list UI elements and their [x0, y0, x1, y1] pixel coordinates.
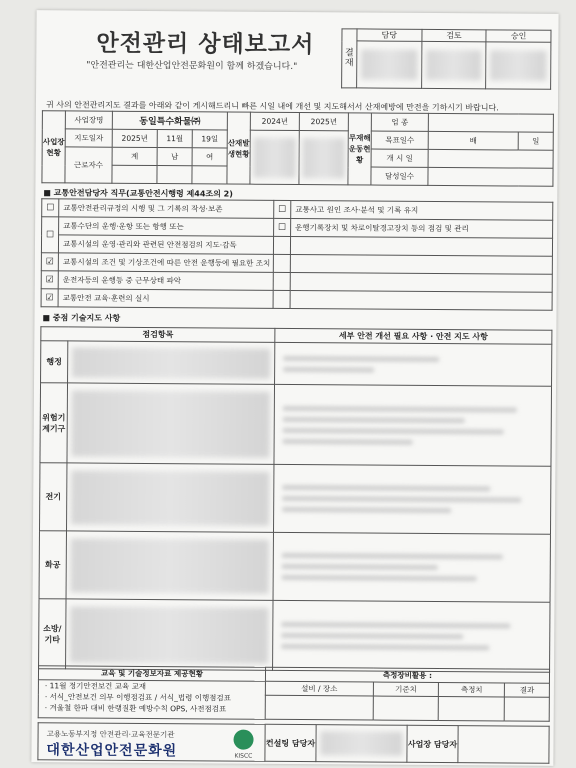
- equipment-cell: [504, 697, 549, 721]
- tech-col-details: 세부 안전 개선 필요 사항 · 안전 지도 사항: [275, 328, 552, 344]
- duty-checkbox[interactable]: ☑: [41, 253, 58, 271]
- target-days-suffix: 배: [428, 131, 518, 150]
- approval-sign-approve: [486, 42, 551, 89]
- tech-guidance-table: [38, 326, 552, 673]
- start-date-label: 개 시 일: [371, 149, 428, 167]
- org-name: 대한산업안전문화원: [46, 742, 178, 760]
- duty-item: 교통시설의 운영·관리와 관련된 안전점검의 지도·감독: [58, 235, 273, 255]
- equipment-col-result: 결과: [505, 683, 550, 697]
- kiscc-logo-icon: [232, 729, 254, 751]
- workers-female-label: 여: [192, 148, 227, 166]
- equipment-col-standard: 기준치: [373, 682, 439, 696]
- edu-material-item: · 11월 정기안전보건 교육 교재: [44, 681, 147, 691]
- approval-table: [341, 28, 551, 89]
- visit-year: 2025년: [112, 129, 157, 147]
- approval-side-label: 결재: [342, 29, 357, 88]
- duty-checkbox-empty: [273, 254, 290, 272]
- duty-item: 운행기록장치 및 차로이탈경고장치 등의 점검 및 관리: [291, 218, 553, 238]
- duty-item: 교통안전관리규정의 시행 및 그 기록의 작성·보존: [59, 199, 274, 219]
- notice-text: 귀 사의 안전관리지도 결과를 아래와 같이 게시해드리니 빠른 시일 내에 개선 및 지도해서서 산재예방에 만전을 기하시기 바랍니다.: [45, 100, 499, 113]
- visit-date-label: 지도일자: [65, 129, 112, 147]
- duties-table: [41, 198, 554, 311]
- duty-checkbox-empty: [273, 272, 290, 290]
- equipment-cell: [439, 697, 505, 721]
- duties-section-title: ■ 교통안전담당자 직무(교통안전시행령 제44조의 2): [43, 188, 233, 199]
- workers-label: 근로자수: [65, 147, 112, 183]
- duty-empty: [290, 290, 552, 310]
- achieved-days-value: [428, 167, 553, 186]
- report-page: [31, 10, 558, 766]
- approval-col-approve: 승인: [486, 30, 551, 43]
- duty-item: 운전자등의 운행등 중 근무상태 파악: [58, 271, 273, 291]
- org-emblem: [232, 729, 254, 760]
- workers-male-value: [157, 166, 192, 184]
- tech-item-cell: [66, 463, 273, 532]
- duty-empty: [290, 272, 552, 292]
- achieved-days-label: 달성일수: [371, 167, 428, 185]
- duty-checkbox[interactable]: ☑: [41, 289, 58, 307]
- education-table: [38, 665, 550, 722]
- duty-checkbox-empty: [273, 236, 290, 254]
- equipment-head: 측정장비활용 :: [265, 667, 549, 683]
- tech-item-cell: [66, 531, 273, 600]
- visit-month: 11월: [157, 130, 192, 148]
- tech-item-cell: [66, 599, 273, 670]
- equipment-col-place: 설비 / 장소: [265, 681, 373, 696]
- visit-day: 19일: [192, 130, 227, 148]
- accident-year1-value: [250, 130, 299, 184]
- org-abbr: KISCC: [234, 752, 253, 760]
- duty-checkbox[interactable]: ☐: [42, 199, 59, 217]
- org-logo-block: [38, 723, 265, 762]
- workplace-name: 동일특수화물㈜: [112, 111, 227, 130]
- duty-checkbox-empty: [273, 290, 290, 308]
- tech-category: 화공: [39, 531, 66, 599]
- approval-sign-review: [421, 42, 486, 89]
- accident-year2-value: [299, 131, 348, 185]
- duty-empty: [290, 236, 552, 256]
- tech-item-cell: [67, 383, 275, 464]
- tech-detail-cell: [273, 532, 550, 602]
- tech-detail-cell: [274, 384, 552, 466]
- duty-checkbox[interactable]: ☐: [274, 200, 291, 218]
- duty-item: 교통사고 원인 조사·분석 및 기록 유지: [291, 200, 553, 220]
- tech-category: 행정: [41, 341, 68, 383]
- tech-detail-cell: [273, 464, 550, 534]
- workers-female-value: [192, 166, 227, 184]
- workplace-name-label: 사업장명: [65, 111, 112, 129]
- duty-item: 교통안전 교육·훈련의 실시: [58, 289, 273, 309]
- workplace-head: 사업장현황: [42, 111, 66, 183]
- workers-total-label: 계: [112, 147, 157, 165]
- duty-empty: [290, 254, 552, 274]
- consultant-sign: [316, 725, 407, 763]
- equipment-col-measured: 측정치: [439, 683, 505, 697]
- consultant-label: 컨설팅 담당자: [265, 724, 316, 761]
- industry-value: [428, 113, 553, 132]
- approval-sign-staff: [357, 41, 422, 88]
- report-subtitle: "안전관리는 대한산업안전문화원이 함께 하겠습니다.": [86, 60, 298, 73]
- footer-table: [37, 722, 549, 764]
- edu-materials-list: [38, 680, 265, 720]
- workers-total-value: [112, 165, 157, 183]
- workplace-manager-sign: [458, 726, 549, 764]
- tech-detail-cell: [273, 600, 550, 672]
- edu-material-item: · 겨울철 한파 대비 한랭질환 예방수칙 OPS, 사전점검표: [44, 703, 227, 714]
- accident-head: 산재발생현황: [227, 112, 251, 184]
- approval-col-staff: 담당: [357, 29, 422, 42]
- report-title: 안전관리 상태보고서: [96, 30, 315, 59]
- industry-label: 업 종: [371, 113, 428, 131]
- duty-checkbox[interactable]: ☑: [41, 271, 58, 289]
- tech-section-title: ■ 중점 기술지도 사항: [42, 313, 121, 323]
- workplace-info-table: [41, 110, 553, 187]
- org-designation: 고용노동부지정 안전관리·교육전문기관: [46, 729, 175, 740]
- equipment-cell: [373, 696, 439, 720]
- tech-col-items: 점검항목: [41, 327, 275, 343]
- accident-year1: 2024년: [250, 112, 299, 130]
- accident-free-head: 무재해운동현황: [348, 113, 372, 185]
- duty-item: 교통시설의 조건 및 기상조건에 따른 안전 운행등에 필요한 조치: [58, 253, 273, 273]
- tech-category: 위험기계기구: [40, 383, 68, 463]
- duty-checkbox[interactable]: ☐: [274, 218, 291, 236]
- approval-col-review: 검토: [422, 29, 487, 42]
- edu-material-item: · 서식_안전보건 의무 이행점검표 / 서식_법령 이행점검표: [44, 692, 231, 703]
- start-date-value: [428, 149, 553, 168]
- equipment-cell: [265, 695, 373, 720]
- duty-item: 교통수단의 운행·운항 또는 항행 또는: [59, 217, 274, 237]
- target-days-unit: 일: [518, 132, 553, 150]
- accident-year2: 2025년: [299, 113, 348, 131]
- workplace-manager-label: 사업장 담당자: [407, 725, 458, 762]
- target-days-label: 목표일수: [371, 131, 428, 149]
- tech-category: 소방/기타: [39, 599, 66, 669]
- edu-head: 교육 및 기술정보자료 제공현황: [38, 666, 265, 682]
- duty-checkbox[interactable]: ☐: [41, 217, 58, 253]
- tech-category: 전기: [39, 463, 66, 531]
- tech-detail-cell: [275, 342, 552, 386]
- workers-male-label: 남: [157, 148, 192, 166]
- tech-item-cell: [68, 341, 275, 384]
